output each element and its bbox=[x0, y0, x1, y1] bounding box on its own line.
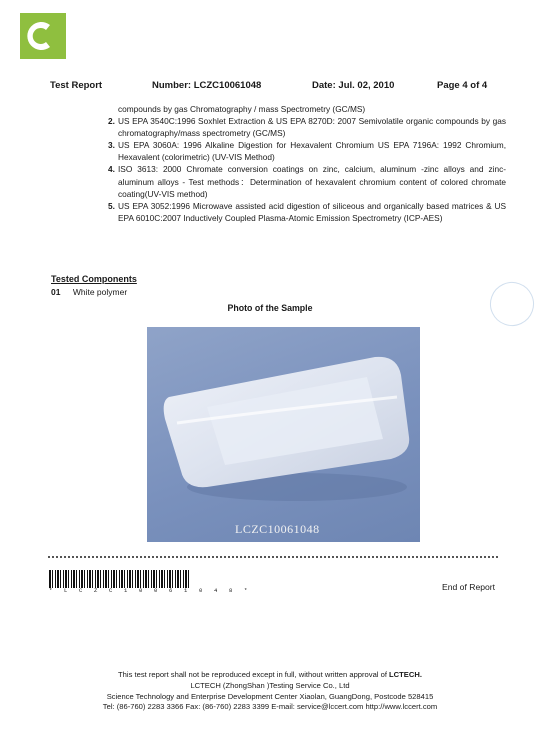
photo-caption: LCZC10061048 bbox=[235, 522, 320, 536]
method-number: 3. bbox=[108, 140, 115, 151]
tested-components-heading: Tested Components bbox=[51, 274, 137, 284]
footer-company-bold: LCTECH. bbox=[389, 670, 422, 679]
footer-contact: Tel: (86-760) 2283 3366 Fax: (86-760) 2283 3399 E-mail: service@lccert.com http://www.lccert.com bbox=[102, 702, 438, 711]
date-value: Jul. 02, 2010 bbox=[338, 80, 395, 91]
barcode bbox=[49, 570, 190, 588]
method-continued: compounds by gas Chromatography / mass Spectrometry (GC/MS) bbox=[118, 104, 366, 114]
component-row bbox=[51, 287, 127, 297]
footer-company: LCTECH (ZhongShan )Testing Service Co., Ltd bbox=[190, 681, 350, 690]
report-number bbox=[152, 80, 261, 91]
footer-disclaimer bbox=[0, 670, 540, 680]
sample-object bbox=[147, 327, 420, 542]
separator-line bbox=[48, 556, 498, 558]
report-title: Test Report bbox=[50, 80, 103, 91]
number-value: LCZC10061048 bbox=[193, 80, 262, 91]
component-name: White polymer bbox=[72, 287, 128, 297]
number-label: Number: bbox=[152, 80, 192, 91]
photo-title: Photo of the Sample bbox=[227, 303, 313, 313]
company-logo bbox=[20, 13, 66, 59]
report-date bbox=[312, 80, 394, 91]
component-number: 01 bbox=[51, 287, 61, 297]
page-indicator: Page 4 of 4 bbox=[437, 80, 488, 91]
method-number: 2. bbox=[108, 116, 115, 127]
method-item bbox=[108, 163, 506, 199]
method-text: ISO 3613: 2000 Chromate conversion coatings on zinc, calcium, aluminum -zinc alloys and zinc-aluminum alloys - Test methods：Determination of hexavalent chromium content of colored chromate coating(UV-VIS method) bbox=[118, 164, 506, 199]
footer-address: Science Technology and Enterprise Development Center Xiaolan, GuangDong, Postcode 528415 bbox=[106, 692, 434, 701]
barcode-text: * L C Z C 1 0 0 6 1 0 4 8 * bbox=[49, 587, 252, 594]
method-text: US EPA 3540C:1996 Soxhlet Extraction & US EPA 8270D: 2007 Semivolatile organic compounds by gas chromatography/mass spectrometry (GC/MS) bbox=[118, 116, 506, 139]
sample-photo bbox=[147, 327, 420, 542]
method-item bbox=[108, 115, 506, 139]
method-number: 5. bbox=[108, 200, 115, 211]
date-label: Date: bbox=[312, 80, 336, 91]
footer-disclaimer-text: This test report shall not be reproduced except in full, without written approval of bbox=[118, 670, 390, 679]
method-item bbox=[108, 139, 506, 163]
method-number: 4. bbox=[108, 164, 115, 175]
method-item bbox=[108, 200, 506, 224]
method-text: US EPA 3060A: 1996 Alkaline Digestion for Hexavalent Chromium US EPA 7196A: 1992 Chromium, Hexavalent (colorimetric) (UV-VIS Method) bbox=[118, 140, 506, 163]
test-methods-list bbox=[108, 103, 506, 224]
method-text: US EPA 3052:1996 Microwave assisted acid digestion of siliceous and organically based matrices & US EPA 6010C:2007 Inductively Coupled Plasma-Atomic Emission Spectrometry (ICP-AES) bbox=[118, 200, 506, 223]
end-of-report: End of Report bbox=[442, 582, 496, 592]
